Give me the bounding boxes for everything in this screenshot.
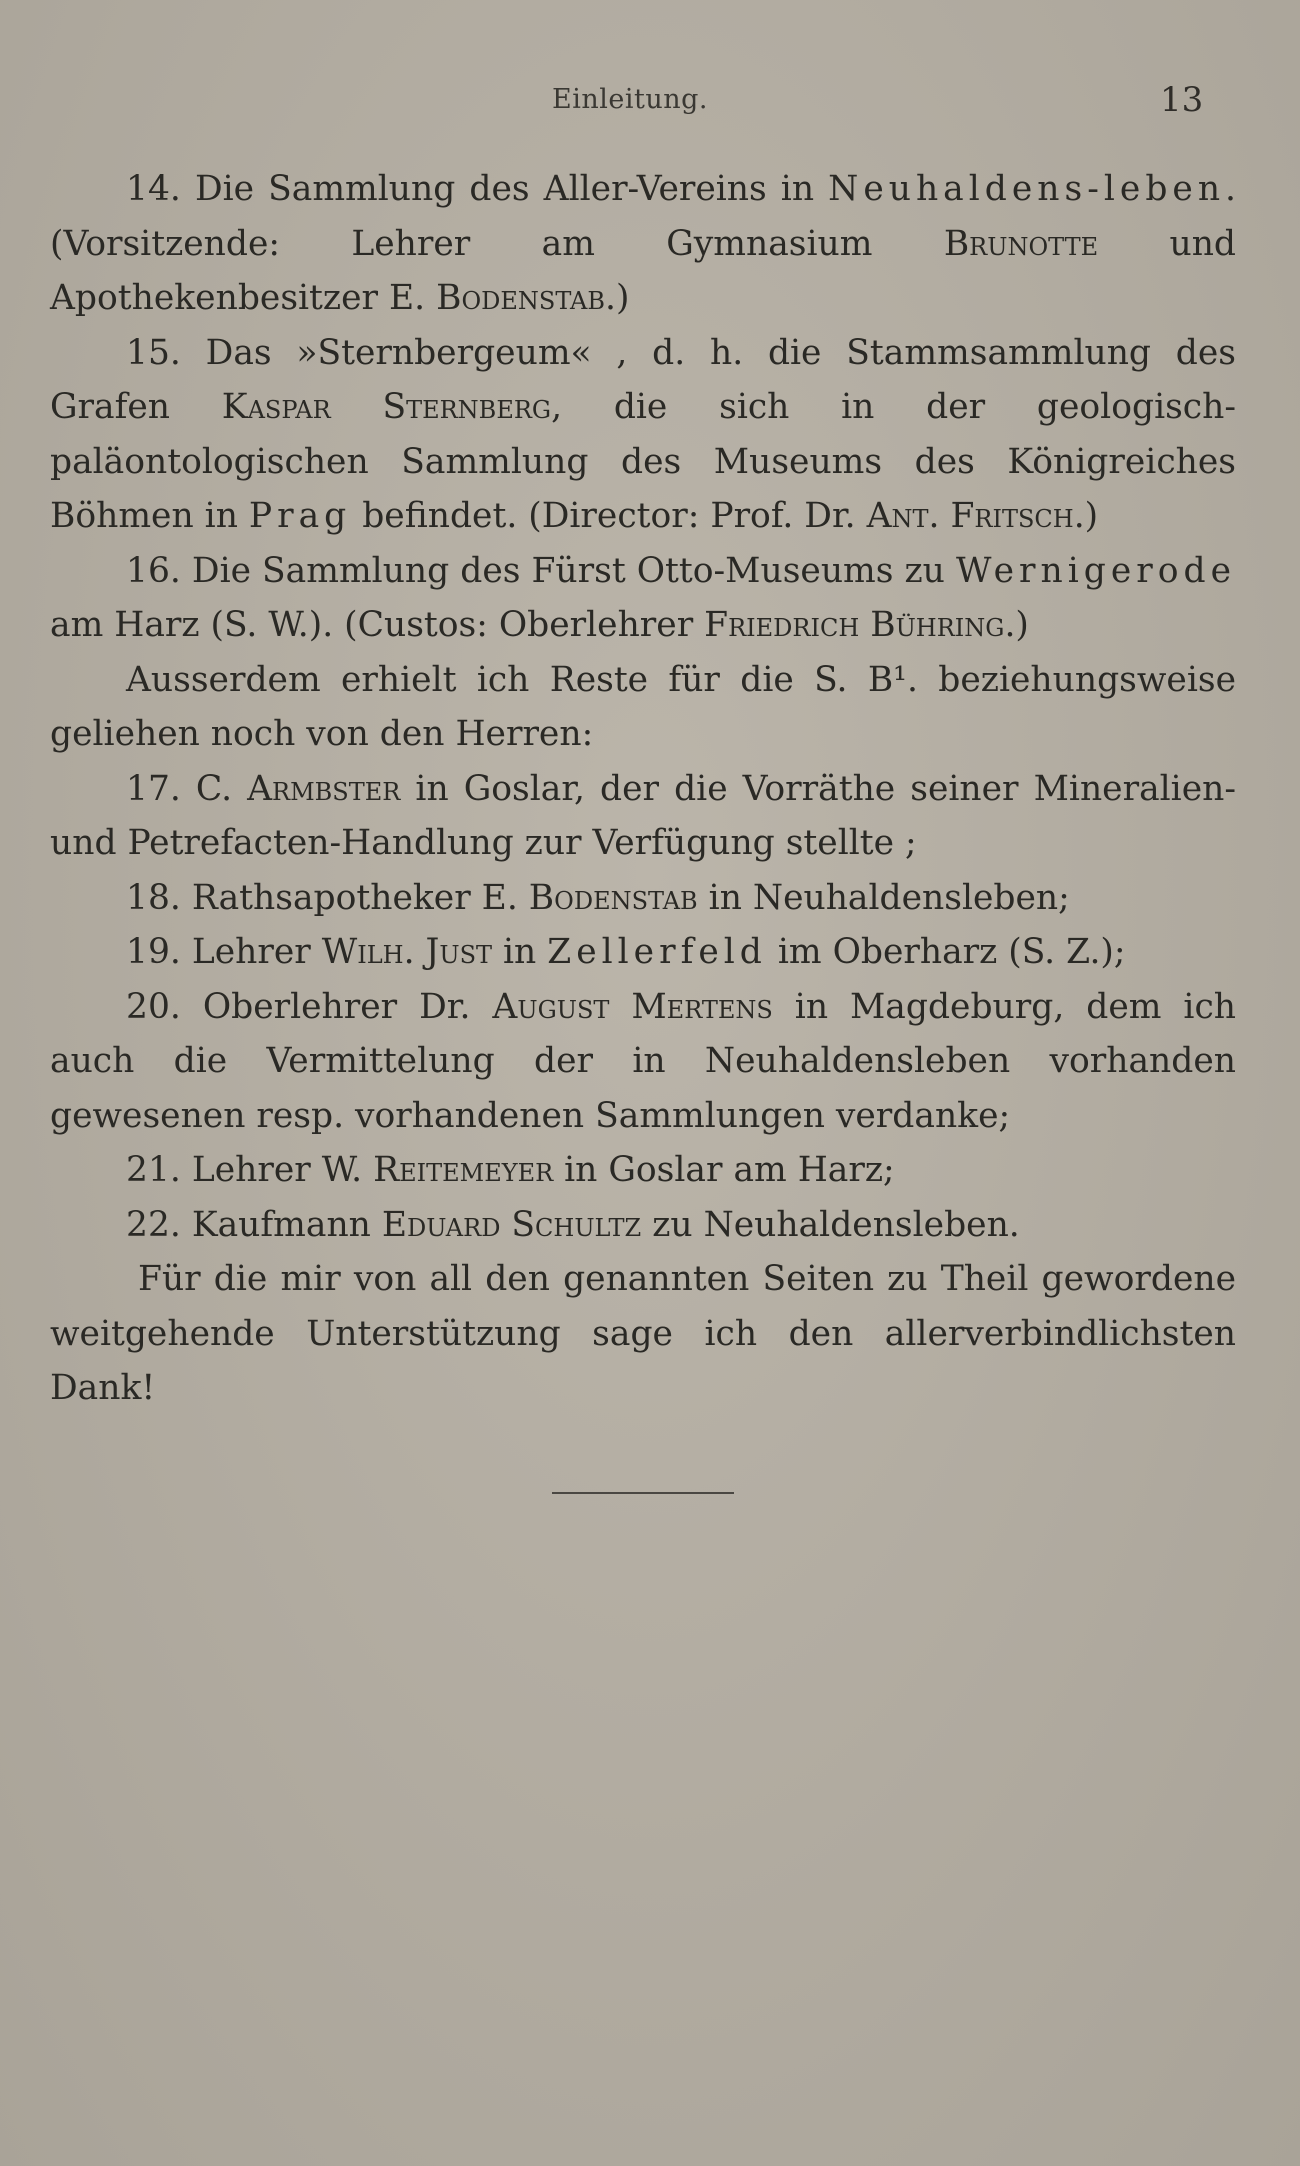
entry-20: 20. Oberlehrer Dr. August Mertens in Magdeburg, dem ich auch die Vermittelung der in Neuhaldensleben vorhanden gewesenen resp. vorhandenen Sammlungen verdanke; <box>50 986 1237 1136</box>
entry-15: 15. Das »Sternbergeum« , d. h. die Stammsammlung des Grafen Kaspar Sternberg, die sich in der geologisch-paläontologischen Sammlung des Museums des Königreiches Böhmen in Prag befindet. (Director: Prof. Dr. Ant. Fritsch.) <box>50 332 1237 536</box>
person-name: Eduard Schultz <box>381 1204 642 1245</box>
person-name: Reitemeyer <box>373 1150 554 1190</box>
body-text <box>50 162 1236 1416</box>
entry-19: 19. Lehrer Wilh. Just in Zellerfeld im Oberharz (S. Z.); <box>126 932 1126 972</box>
header-title: Einleitung. <box>552 84 708 115</box>
person-name: Brunotte <box>943 223 1099 264</box>
running-header <box>0 80 1300 124</box>
place-name: Wernigerode <box>955 550 1237 591</box>
person-name: Kaspar Sternberg <box>221 387 552 427</box>
person-name: August Mertens <box>492 986 773 1027</box>
section-end-rule <box>552 1492 734 1494</box>
person-name: Bodenstab <box>528 877 698 918</box>
closing-paragraph: Für die mir von all den genannten Seiten zu Theil gewordene weitgehende Unterstützung sage ich den allerverbindlichsten Dank! <box>50 1259 1236 1408</box>
entry-18: 18. Rathsapotheker E. Bodenstab in Neuhaldensleben; <box>126 877 1070 918</box>
place-name: Zellerfeld <box>547 932 767 972</box>
entry-14: 14. Die Sammlung des Aller-Vereins in Neuhaldens-leben. (Vorsitzende: Lehrer am Gymnasium Brunotte und Apothekenbesitzer E. Bodenstab.) <box>50 169 1237 318</box>
person-name: Friedrich Bühring <box>704 605 1005 645</box>
person-name: Armbster <box>247 768 401 809</box>
entry-21: 21. Lehrer W. Reitemeyer in Goslar am Harz; <box>126 1150 895 1190</box>
person-name: Bodenstab <box>436 278 605 318</box>
place-name: Prag <box>248 496 352 536</box>
person-name: Ant. Fritsch <box>866 496 1074 536</box>
page-number: 13 <box>1160 80 1204 120</box>
intro-paragraph: Ausserdem erhielt ich Reste für die S. B¹. beziehungsweise geliehen noch von den Herren: <box>50 659 1236 754</box>
place-name: Neuhaldens-leben <box>828 169 1226 209</box>
entry-22: 22. Kaufmann Eduard Schultz zu Neuhaldensleben. <box>126 1204 1020 1245</box>
entry-16: 16. Die Sammlung des Fürst Otto-Museums zu Wernigerode am Harz (S. W.). (Custos: Oberlehrer Friedrich Bühring.) <box>50 550 1237 645</box>
entry-17: 17. C. Armbster in Goslar, der die Vorräthe seiner Mineralien- und Petrefacten-Handlung zur Verfügung stellte ; <box>50 768 1237 863</box>
person-name: Wilh. Just <box>321 932 493 972</box>
